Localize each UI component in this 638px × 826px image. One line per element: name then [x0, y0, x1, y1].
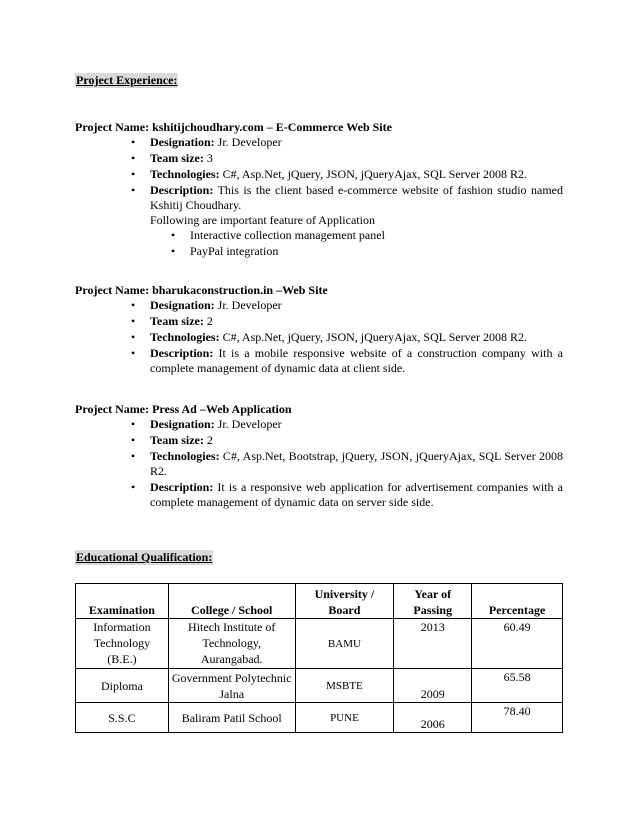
table-cell: 60.49	[472, 619, 563, 669]
table-cell: 2006	[394, 703, 472, 733]
list-item: • Team size: 3	[131, 151, 563, 166]
list-item: • Team size: 2	[131, 433, 563, 448]
list-item: • Technologies: C#, Asp.Net, jQuery, JSON, jQueryAjax, SQL Server 2008 R2.	[131, 330, 563, 345]
table-row	[76, 669, 563, 703]
table-cell: Information Technology (B.E.)	[76, 619, 169, 669]
list-item: • Designation: Jr. Developer	[131, 298, 563, 313]
table-cell: PUNE	[295, 703, 394, 733]
column-header: Examination	[76, 584, 169, 619]
table-cell: 78.40	[472, 703, 563, 733]
table-header-row	[76, 584, 563, 619]
column-header: Percentage	[472, 584, 563, 619]
list-item: • Description: It is a responsive web application for advertisement companies with a complete management of dynamic data on server side side.	[131, 480, 563, 510]
table-cell: BAMU	[295, 619, 394, 669]
table-cell: Baliram Patil School	[168, 703, 295, 733]
list-item: • Designation: Jr. Developer	[131, 135, 563, 150]
project-name: Project Name: bharukaconstruction.in –Web Site	[75, 283, 328, 297]
list-item: • Technologies: C#, Asp.Net, jQuery, JSON, jQueryAjax, SQL Server 2008 R2.	[131, 167, 563, 182]
project-details-list	[131, 298, 563, 377]
project-name: Project Name: Press Ad –Web Application	[75, 402, 292, 416]
table-cell: 65.58	[472, 669, 563, 703]
table-row	[76, 619, 563, 669]
table-cell: 2013	[394, 619, 472, 669]
column-header: College / School	[168, 584, 295, 619]
table-row	[76, 703, 563, 733]
section-heading-project-experience: Project Experience:	[76, 73, 178, 87]
column-header: University / Board	[295, 584, 394, 619]
features-intro: Following are important feature of Application	[150, 213, 375, 227]
project-details-list	[131, 417, 563, 511]
table-cell: S.S.C	[76, 703, 169, 733]
table-cell: MSBTE	[295, 669, 394, 703]
features-list	[150, 228, 563, 259]
table-cell: 2009	[394, 669, 472, 703]
list-item: • Interactive collection management panel	[171, 228, 563, 243]
list-item: • Designation: Jr. Developer	[131, 417, 563, 432]
table-cell: Hitech Institute of Technology, Aurangabad.	[168, 619, 295, 669]
column-header: Year of Passing	[394, 584, 472, 619]
table-cell: Diploma	[76, 669, 169, 703]
list-item: • PayPal integration	[171, 244, 563, 259]
list-item: • Description: It is a mobile responsive website of a construction company with a complete management of dynamic data at client side.	[131, 346, 563, 376]
project-name: Project Name: kshitijchoudhary.com – E-Commerce Web Site	[75, 120, 392, 134]
table-cell: Government Polytechnic Jalna	[168, 669, 295, 703]
list-item: • Description: This is the client based e-commerce website of fashion studio named Kshitij Choudhary. Following are important feature of Application • Interactive collection management panel • PayPal integration	[131, 183, 563, 259]
list-item: • Team size: 2	[131, 314, 563, 329]
education-table	[75, 583, 563, 733]
project-details-list	[131, 135, 563, 260]
section-heading-education: Educational Qualification:	[76, 550, 213, 564]
list-item: • Technologies: C#, Asp.Net, Bootstrap, jQuery, JSON, jQueryAjax, SQL Server 2008 R2.	[131, 449, 563, 479]
